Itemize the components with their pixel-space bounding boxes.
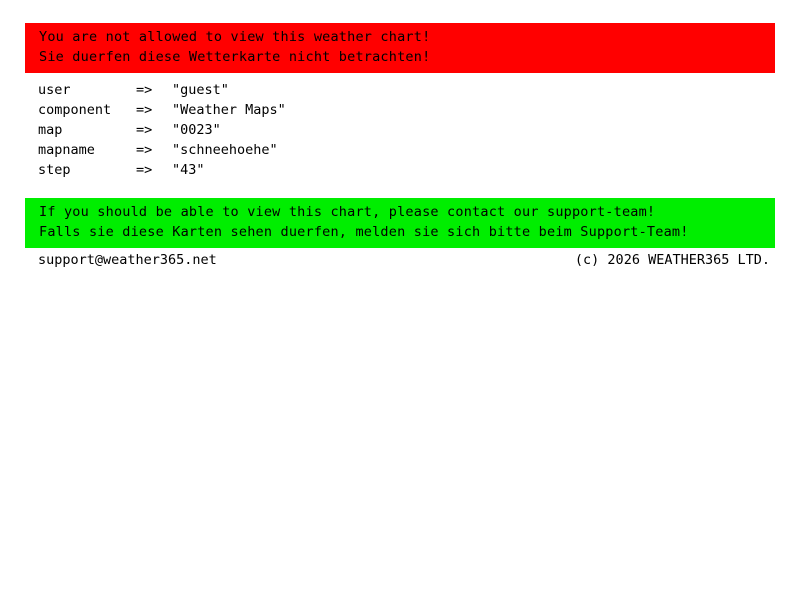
parameter-arrow: => <box>136 102 153 118</box>
parameter-value: "43" <box>172 162 205 178</box>
parameter-row-component <box>38 100 738 120</box>
parameter-row-user <box>38 80 738 100</box>
parameter-arrow: => <box>136 162 153 178</box>
parameter-value: "0023" <box>172 122 221 138</box>
parameter-arrow: => <box>136 122 153 138</box>
parameter-value: "schneehoehe" <box>172 142 278 158</box>
support-email-link[interactable]: support@weather365.net <box>38 252 217 268</box>
support-message-en: If you should be able to view this chart, please contact our support-team! <box>39 204 656 220</box>
parameter-arrow: => <box>136 82 153 98</box>
parameter-arrow: => <box>136 142 153 158</box>
parameter-key: step <box>38 162 71 178</box>
parameter-key: mapname <box>38 142 95 158</box>
parameter-key: map <box>38 122 63 138</box>
copyright-text: (c) 2026 WEATHER365 LTD. <box>574 252 770 268</box>
parameter-key: user <box>38 82 71 98</box>
parameter-value: "guest" <box>172 82 229 98</box>
footer <box>38 250 770 270</box>
support-banner <box>25 198 775 248</box>
error-banner <box>25 23 775 73</box>
parameter-key: component <box>38 102 112 118</box>
error-message-en: You are not allowed to view this weather chart! <box>39 29 431 45</box>
error-message-de: Sie duerfen diese Wetterkarte nicht betrachten! <box>39 49 431 65</box>
parameter-row-step <box>38 160 738 180</box>
parameter-row-map <box>38 120 738 140</box>
parameter-value: "Weather Maps" <box>172 102 286 118</box>
support-message-de: Falls sie diese Karten sehen duerfen, melden sie sich bitte beim Support-Team! <box>39 224 689 240</box>
parameter-list <box>38 80 738 180</box>
parameter-row-mapname <box>38 140 738 160</box>
